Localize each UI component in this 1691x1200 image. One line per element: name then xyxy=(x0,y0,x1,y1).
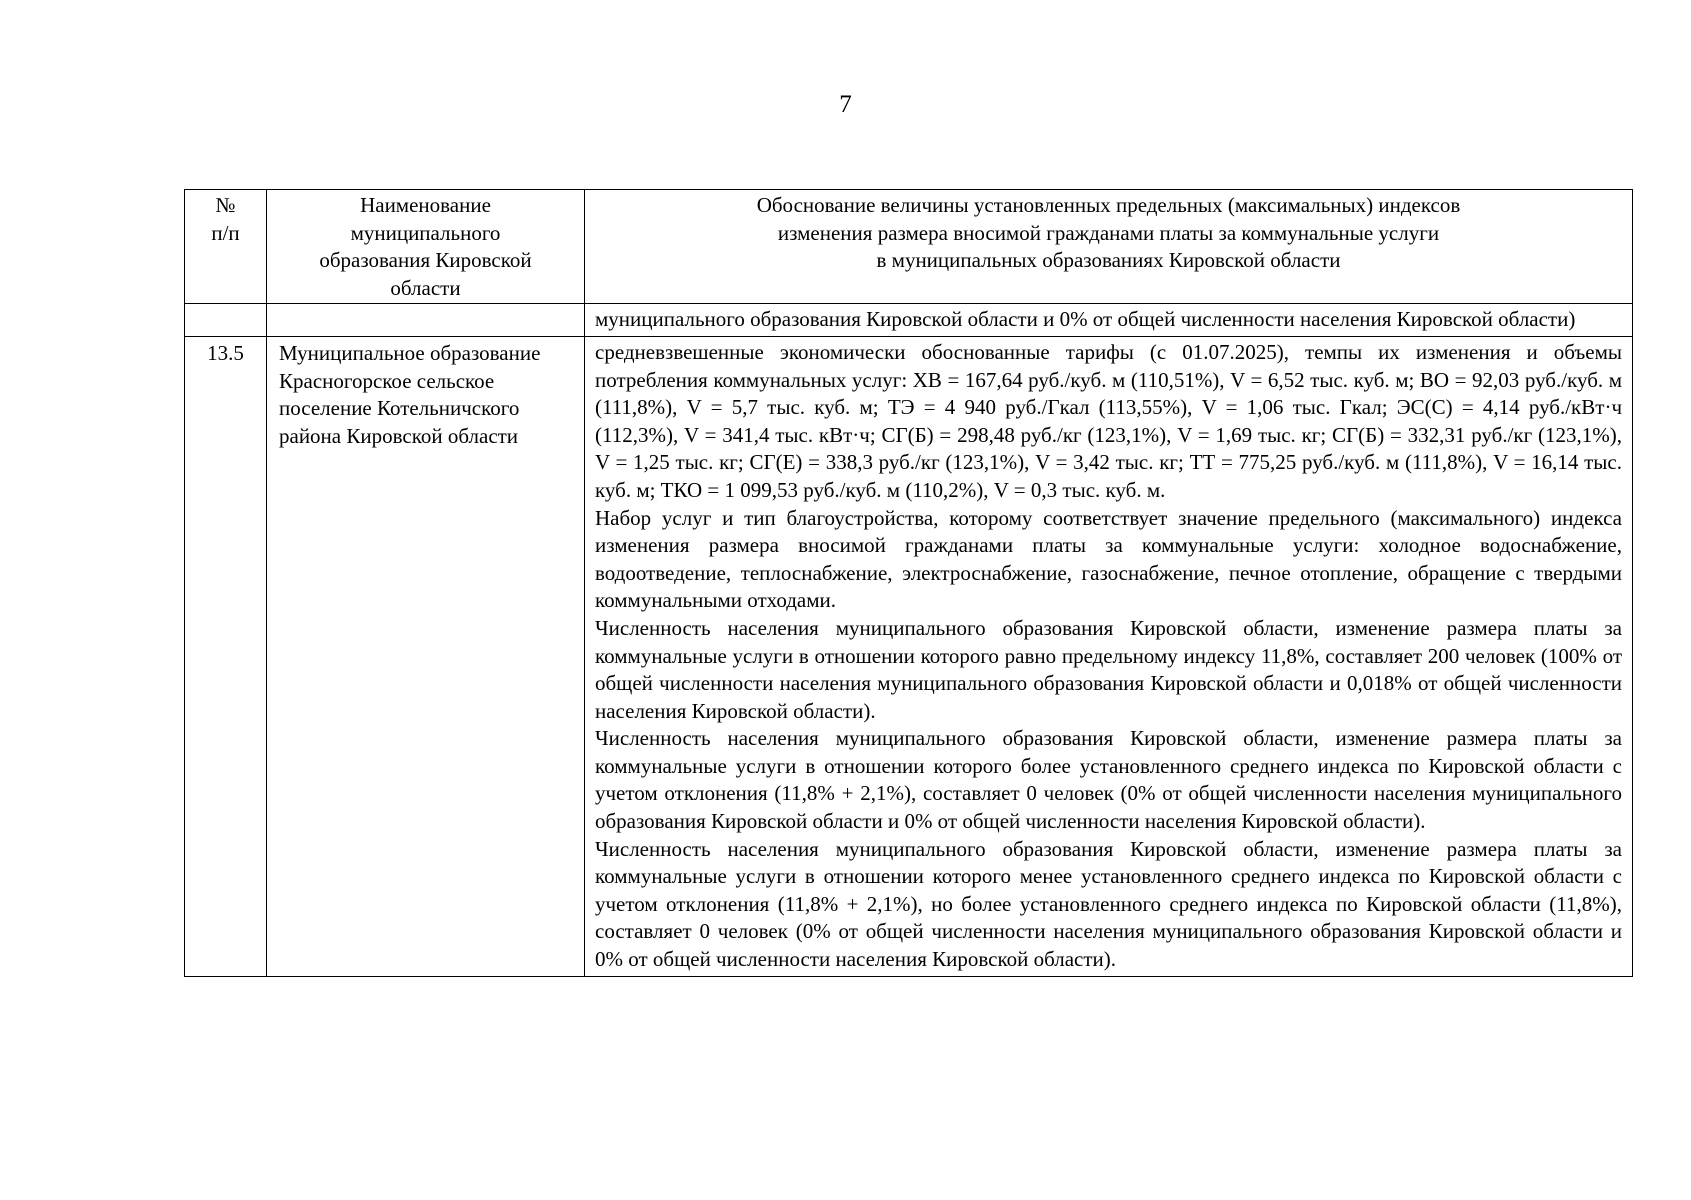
header-justification-line: в муниципальных образованиях Кировской области xyxy=(876,248,1341,273)
table-row xyxy=(185,304,1633,337)
header-name-line: муниципального xyxy=(350,220,501,245)
row-num: 13.5 xyxy=(207,340,244,365)
header-justification xyxy=(585,190,1633,304)
row-justification-cell xyxy=(585,304,1633,337)
header-justification-line: Обоснование величины установленных предельных (максимальных) индексов xyxy=(756,193,1461,217)
row-num-cell xyxy=(185,336,267,976)
header-justification-line: изменения размера вносимой гражданами платы за коммунальные услуги xyxy=(777,220,1440,245)
header-name-line: области xyxy=(390,275,461,300)
justification-paragraph: муниципального образования Кировской области и 0% от общей численности населения Кировской области) xyxy=(595,307,1576,332)
table-header-row xyxy=(185,190,1633,304)
row-name-cell xyxy=(267,336,585,976)
justification-paragraph-population-equal: Численность населения муниципального образования Кировской области, изменение размера платы за коммунальные услуги в отношении которого равно предельному индексу 11,8%, составляет 200 человек (100% от общей численности населения муниципального образования Кировской области и 0,018% от общей численности населения Кировской области). xyxy=(595,615,1622,723)
justification-paragraph-tariffs: средневзвешенные экономически обоснованные тарифы (с 01.07.2025), темпы их изменения и объемы потребления коммунальных услуг: ХВ = 167,64 руб./куб. м (110,51%), V = 6,52 тыс. куб. м; ВО = 92,03 руб./куб. м (111,8%), V = 5,7 тыс. куб. м; ТЭ = 4 940 руб./Гкал (113,55%), V = 1,06 тыс. Гкал; ЭС(С) = 4,14 руб./кВт·ч (112,3%), V = 341,4 тыс. кВт·ч; СГ(Б) = 298,48 руб./кг (123,1%), V = 1,69 тыс. кг; СГ(Б) = 332,31 руб./кг (123,1%), V = 1,25 тыс. кг; СГ(Е) = 338,3 руб./кг (123,1%), V = 3,42 тыс. кг; ТТ = 775,25 руб./куб. м (111,8%), V = 16,14 тыс. куб. м; ТКО = 1 099,53 руб./куб. м (110,2%), V = 0,3 тыс. куб. м. xyxy=(595,339,1622,502)
row-num xyxy=(185,304,266,310)
row-name xyxy=(267,304,584,310)
header-name xyxy=(267,190,585,304)
table-row xyxy=(185,336,1633,976)
header-name-line: образования Кировской xyxy=(319,248,532,273)
justification-paragraph-services: Набор услуг и тип благоустройства, которому соответствует значение предельного (максимального) индекса изменения размера вносимой гражданами платы за коммунальные услуги: холодное водоснабжение, водоотведение, теплоснабжение, электроснабжение, газоснабжение, печное отопление, обращение с твердыми коммунальными отходами. xyxy=(595,505,1622,613)
row-name: Муниципальное образование Красногорское сельское поселение Котельничского района Кировской области xyxy=(279,340,541,448)
page-number: 7 xyxy=(839,91,852,118)
justification-paragraph-population-between: Численность населения муниципального образования Кировской области, изменение размера платы за коммунальные услуги в отношении которого менее установленного среднего индекса по Кировской области с учетом отклонения (11,8% + 2,1%), но более установленного среднего индекса по Кировской области (11,8%), составляет 0 человек (0% от общей численности населения муниципального образования Кировской области и 0% от общей численности населения Кировской области). xyxy=(595,836,1622,972)
header-num-line: п/п xyxy=(211,220,240,245)
header-num-line: № xyxy=(215,193,236,217)
header-name-line: Наименование xyxy=(360,193,491,217)
row-num-cell xyxy=(185,304,267,337)
row-justification-cell xyxy=(585,336,1633,976)
tariff-justification-table xyxy=(184,189,1633,977)
justification-paragraph-population-above: Численность населения муниципального образования Кировской области, изменение размера платы за коммунальные услуги в отношении которого более установленного среднего индекса по Кировской области с учетом отклонения (11,8% + 2,1%), составляет 0 человек (0% от общей численности населения муниципального образования Кировской области и 0% от общей численности населения Кировской области). xyxy=(595,726,1622,834)
row-name-cell xyxy=(267,304,585,337)
header-num xyxy=(185,190,267,304)
